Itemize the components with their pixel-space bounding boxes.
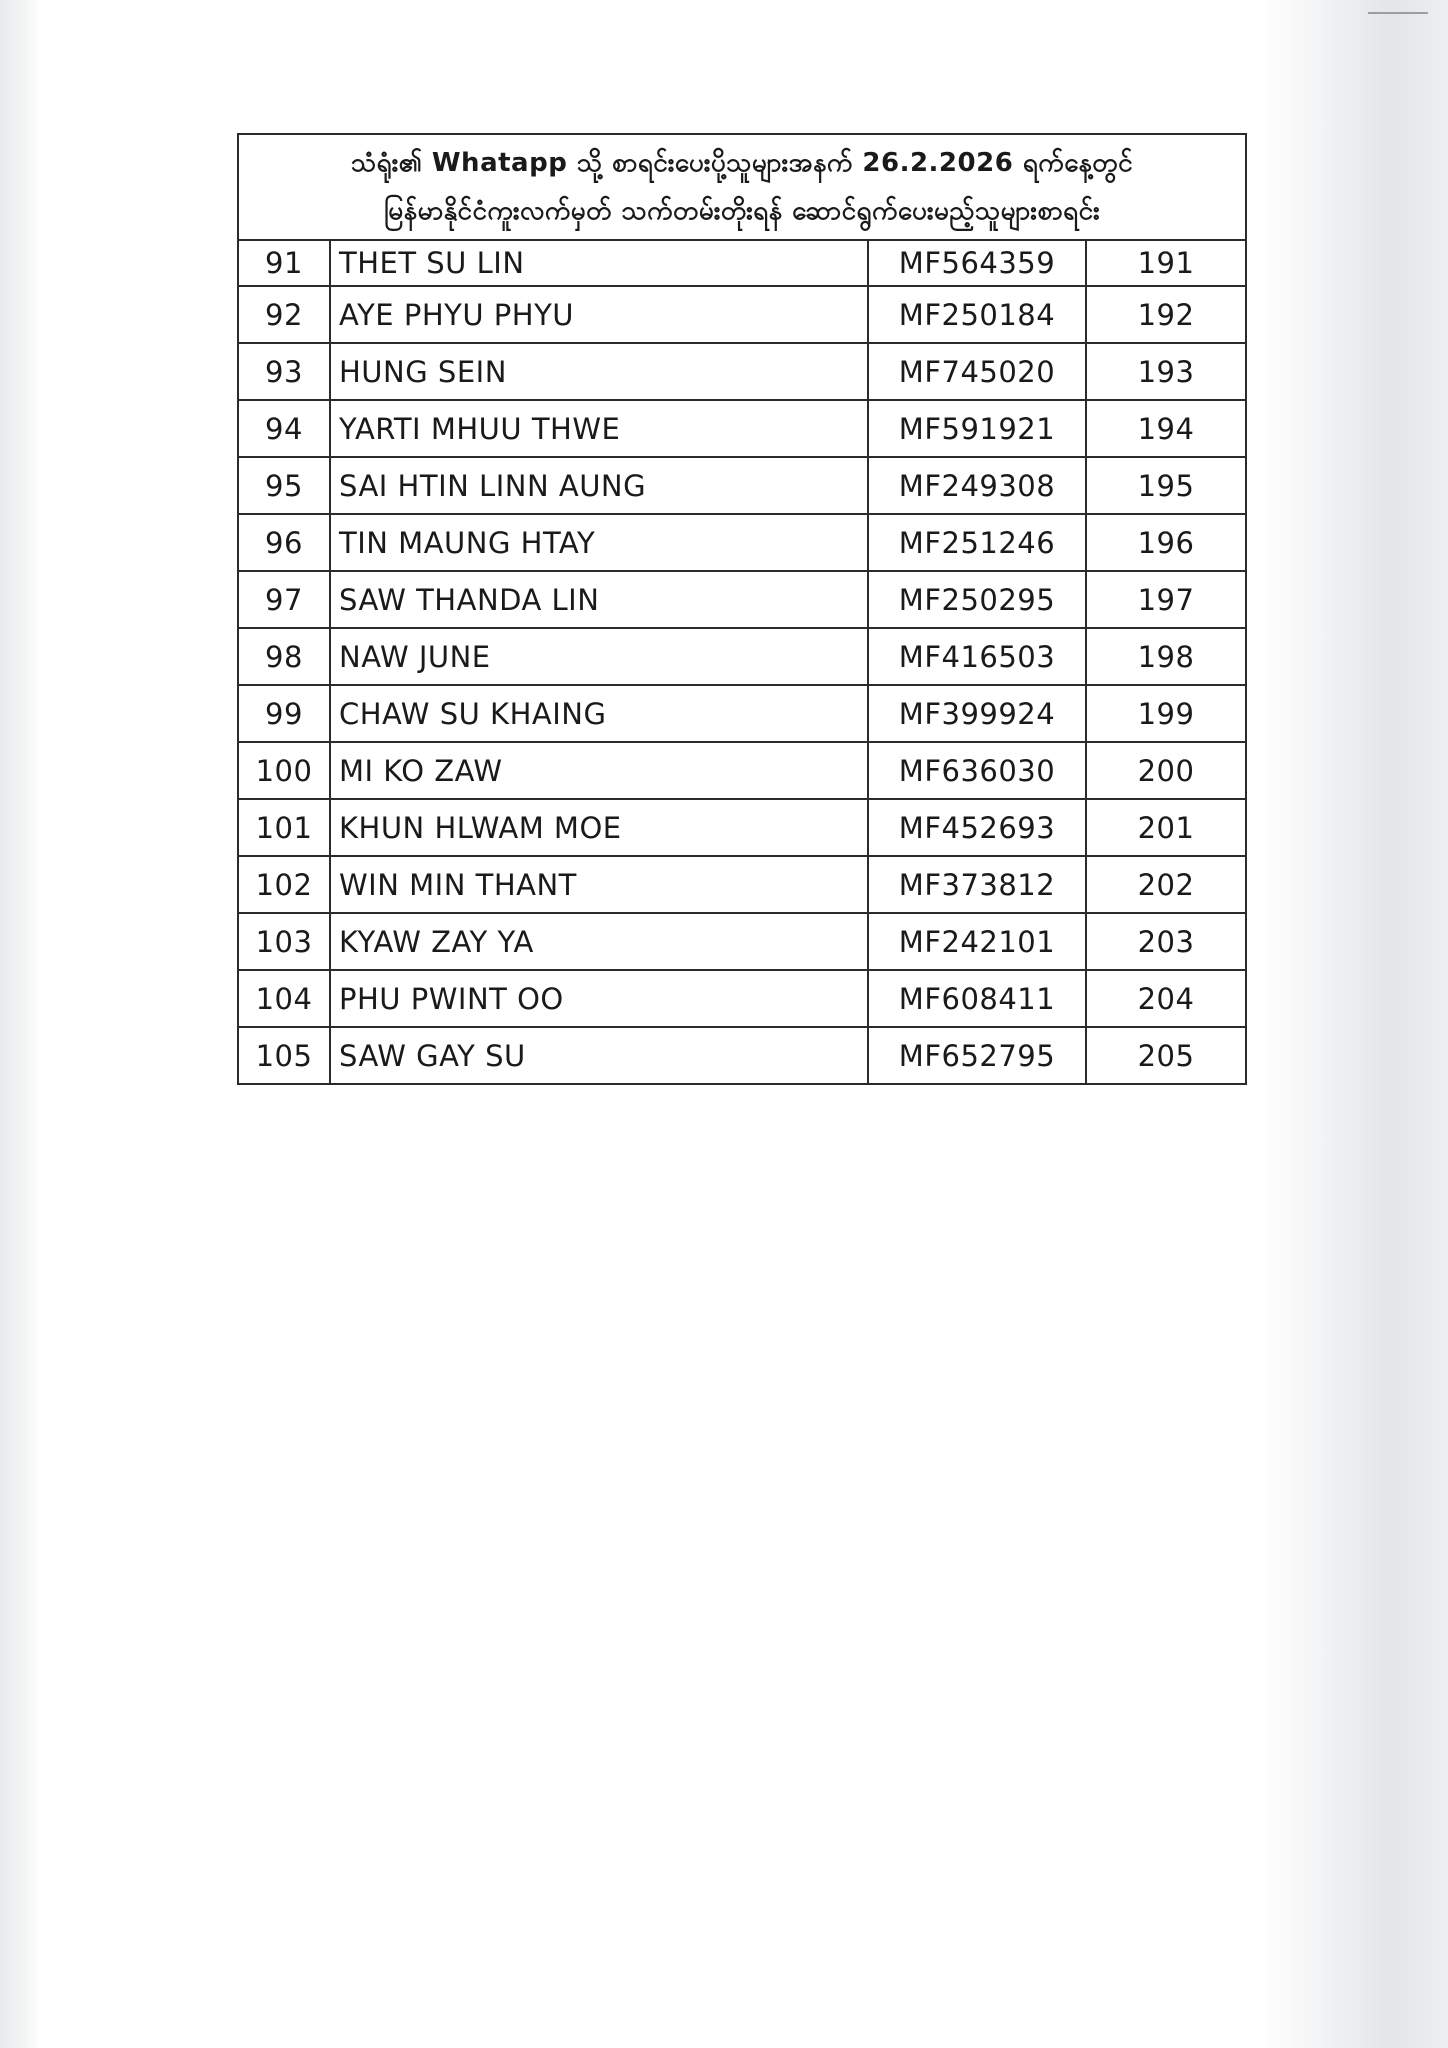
applicant-name: THET SU LIN [330,240,868,286]
applicant-list-table [237,133,1247,1085]
serial-number: 197 [1086,571,1246,628]
table-row [238,240,1246,286]
row-number: 91 [238,240,330,286]
scan-edge-left [0,0,40,2048]
row-number: 100 [238,742,330,799]
row-number: 93 [238,343,330,400]
row-number: 98 [238,628,330,685]
serial-number: 192 [1086,286,1246,343]
scan-mark [1368,12,1428,14]
applicant-name: CHAW SU KHAING [330,685,868,742]
table-row [238,343,1246,400]
passport-number: MF242101 [868,913,1086,970]
applicant-name: NAW JUNE [330,628,868,685]
serial-number: 193 [1086,343,1246,400]
applicant-name: SAW GAY SU [330,1027,868,1084]
table-row [238,1027,1246,1084]
applicant-name: HUNG SEIN [330,343,868,400]
row-number: 103 [238,913,330,970]
table-header-row [238,134,1246,240]
table-row [238,913,1246,970]
row-number: 97 [238,571,330,628]
applicant-name: YARTI MHUU THWE [330,400,868,457]
passport-number: MF250184 [868,286,1086,343]
applicant-name: TIN MAUNG HTAY [330,514,868,571]
passport-number: MF250295 [868,571,1086,628]
passport-number: MF399924 [868,685,1086,742]
row-number: 104 [238,970,330,1027]
table-row [238,628,1246,685]
table-title-line-1: သံရုံး၏ Whatapp သို့ စာရင်းပေးပို့သူများအနက် 26.2.2026 ရက်နေ့တွင် [351,148,1134,178]
passport-number: MF636030 [868,742,1086,799]
table-row [238,799,1246,856]
table-row [238,286,1246,343]
serial-number: 204 [1086,970,1246,1027]
serial-number: 195 [1086,457,1246,514]
row-number: 92 [238,286,330,343]
passport-number: MF564359 [868,240,1086,286]
row-number: 101 [238,799,330,856]
applicant-name: KHUN HLWAM MOE [330,799,868,856]
serial-number: 199 [1086,685,1246,742]
serial-number: 203 [1086,913,1246,970]
table-row [238,457,1246,514]
passport-number: MF452693 [868,799,1086,856]
table-row [238,856,1246,913]
table-row [238,685,1246,742]
table-row [238,514,1246,571]
applicant-name: SAW THANDA LIN [330,571,868,628]
table-title-line-2: မြန်မာနိုင်ငံကူးလက်မှတ် သက်တမ်းတိုးရန် ဆောင်ရွက်ပေးမည့်သူများစာရင်း [383,196,1101,226]
applicant-name: PHU PWINT OO [330,970,868,1027]
passport-number: MF251246 [868,514,1086,571]
passport-number: MF652795 [868,1027,1086,1084]
scan-edge-right [1258,0,1448,2048]
serial-number: 191 [1086,240,1246,286]
table-row [238,742,1246,799]
passport-number: MF745020 [868,343,1086,400]
passport-number: MF416503 [868,628,1086,685]
serial-number: 202 [1086,856,1246,913]
serial-number: 194 [1086,400,1246,457]
applicant-name: MI KO ZAW [330,742,868,799]
row-number: 105 [238,1027,330,1084]
passport-number: MF373812 [868,856,1086,913]
passport-number: MF608411 [868,970,1086,1027]
row-number: 95 [238,457,330,514]
serial-number: 200 [1086,742,1246,799]
row-number: 102 [238,856,330,913]
table-row [238,970,1246,1027]
table-row [238,571,1246,628]
serial-number: 205 [1086,1027,1246,1084]
serial-number: 201 [1086,799,1246,856]
row-number: 99 [238,685,330,742]
row-number: 94 [238,400,330,457]
serial-number: 198 [1086,628,1246,685]
applicant-name: SAI HTIN LINN AUNG [330,457,868,514]
serial-number: 196 [1086,514,1246,571]
table-title [238,134,1246,240]
applicant-name: WIN MIN THANT [330,856,868,913]
row-number: 96 [238,514,330,571]
applicant-name: KYAW ZAY YA [330,913,868,970]
applicant-name: AYE PHYU PHYU [330,286,868,343]
table-row [238,400,1246,457]
passport-number: MF249308 [868,457,1086,514]
passport-number: MF591921 [868,400,1086,457]
